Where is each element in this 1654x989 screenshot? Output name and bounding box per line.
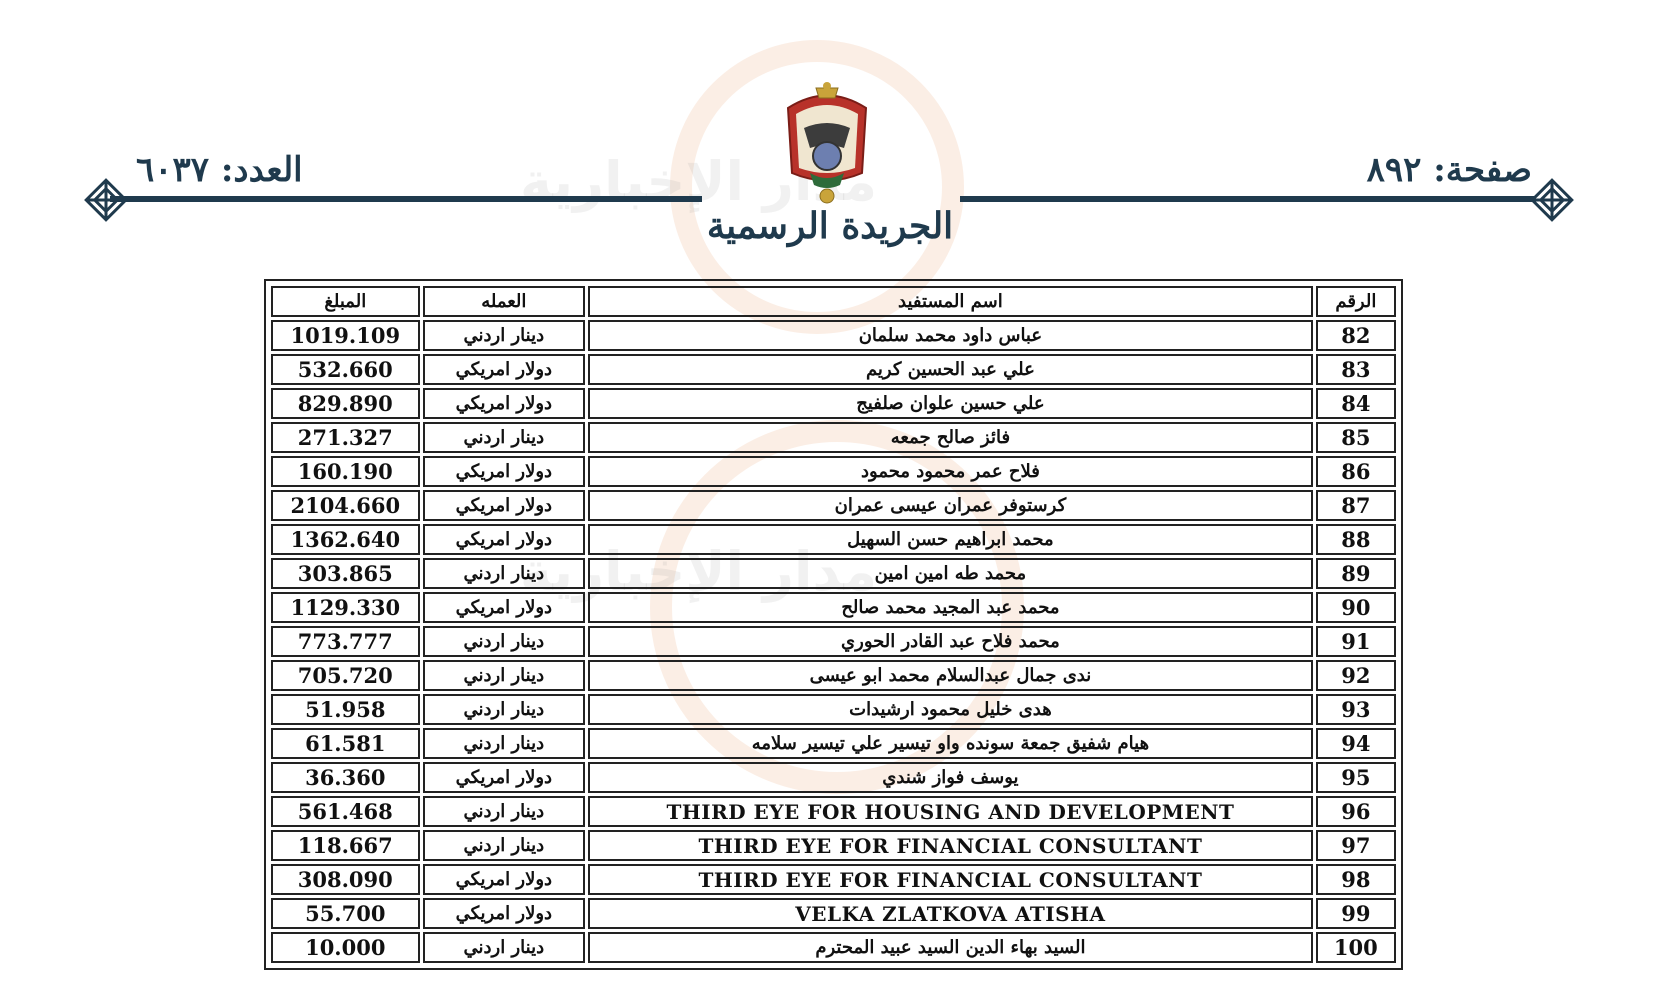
ornament-knot-right-icon <box>1530 178 1574 222</box>
ornament-knot-left-icon <box>84 178 128 222</box>
number-cell: 92 <box>1316 660 1396 691</box>
amount-cell: 271.327 <box>271 422 420 453</box>
beneficiary-cell: السيد بهاء الدين السيد عبيد المحترم <box>588 932 1313 963</box>
number-cell: 86 <box>1316 456 1396 487</box>
beneficiary-cell: هدى خليل محمود ارشيدات <box>588 694 1313 725</box>
currency-cell: دينار اردني <box>423 626 586 657</box>
beneficiary-cell: محمد طه امين امين <box>588 558 1313 589</box>
beneficiary-cell: كرستوفر عمران عيسى عمران <box>588 490 1313 521</box>
number-cell: 98 <box>1316 864 1396 895</box>
beneficiary-cell: عباس داود محمد سلمان <box>588 320 1313 351</box>
number-cell: 88 <box>1316 524 1396 555</box>
header-currency: العمله <box>423 286 586 317</box>
currency-cell: دينار اردني <box>423 660 586 691</box>
number-cell: 95 <box>1316 762 1396 793</box>
header-beneficiary: اسم المستفيد <box>588 286 1313 317</box>
amount-cell: 10.000 <box>271 932 420 963</box>
currency-cell: دولار امريكي <box>423 354 586 385</box>
page-number-label: صفحة: ٨٩٢ <box>1366 150 1532 190</box>
currency-cell: دولار امريكي <box>423 456 586 487</box>
beneficiary-cell: علي حسين علوان صلفيج <box>588 388 1313 419</box>
table-row <box>271 422 1396 453</box>
currency-cell: دينار اردني <box>423 422 586 453</box>
table-row <box>271 898 1396 929</box>
currency-cell: دولار امريكي <box>423 864 586 895</box>
beneficiary-cell: محمد عبد المجيد محمد صالح <box>588 592 1313 623</box>
beneficiary-cell: THIRD EYE FOR FINANCIAL CONSULTANT <box>588 830 1313 861</box>
beneficiaries-table <box>264 279 1403 970</box>
number-cell: 89 <box>1316 558 1396 589</box>
amount-cell: 55.700 <box>271 898 420 929</box>
number-cell: 100 <box>1316 932 1396 963</box>
currency-cell: دينار اردني <box>423 558 586 589</box>
number-cell: 99 <box>1316 898 1396 929</box>
table-row <box>271 932 1396 963</box>
currency-cell: دولار امريكي <box>423 592 586 623</box>
beneficiaries-grid <box>268 283 1399 966</box>
table-row <box>271 864 1396 895</box>
beneficiary-cell: THIRD EYE FOR HOUSING AND DEVELOPMENT <box>588 796 1313 827</box>
number-cell: 93 <box>1316 694 1396 725</box>
currency-cell: دينار اردني <box>423 320 586 351</box>
currency-cell: دولار امريكي <box>423 524 586 555</box>
amount-cell: 1362.640 <box>271 524 420 555</box>
table-row <box>271 660 1396 691</box>
watermark-text-mid: مدار الإخبارية <box>520 540 878 603</box>
currency-cell: دولار امريكي <box>423 898 586 929</box>
beneficiary-cell: يوسف فواز شندي <box>588 762 1313 793</box>
table-row <box>271 320 1396 351</box>
beneficiary-cell: هيام شفيق جمعة سونده واو تيسير علي تيسير سلامه <box>588 728 1313 759</box>
header-rule-left <box>110 196 702 202</box>
currency-cell: دينار اردني <box>423 796 586 827</box>
beneficiary-cell: فائز صالح جمعه <box>588 422 1313 453</box>
table-row <box>271 830 1396 861</box>
amount-cell: 308.090 <box>271 864 420 895</box>
gazette-title: الجريدة الرسمية <box>706 205 954 247</box>
currency-cell: دينار اردني <box>423 830 586 861</box>
number-cell: 97 <box>1316 830 1396 861</box>
table-row <box>271 762 1396 793</box>
number-cell: 96 <box>1316 796 1396 827</box>
number-cell: 84 <box>1316 388 1396 419</box>
header-number: الرقم <box>1316 286 1396 317</box>
table-row <box>271 796 1396 827</box>
currency-cell: دينار اردني <box>423 694 586 725</box>
number-cell: 91 <box>1316 626 1396 657</box>
issue-number-label: العدد: ٦٠٣٧ <box>136 150 303 190</box>
coat-of-arms-icon <box>778 78 876 210</box>
table-row <box>271 388 1396 419</box>
header-amount: المبلغ <box>271 286 420 317</box>
table-row <box>271 626 1396 657</box>
number-cell: 83 <box>1316 354 1396 385</box>
beneficiary-cell: محمد فلاح عبد القادر الحوري <box>588 626 1313 657</box>
number-cell: 94 <box>1316 728 1396 759</box>
table-row <box>271 354 1396 385</box>
table-row <box>271 524 1396 555</box>
amount-cell: 2104.660 <box>271 490 420 521</box>
amount-cell: 1129.330 <box>271 592 420 623</box>
table-row <box>271 694 1396 725</box>
number-cell: 90 <box>1316 592 1396 623</box>
currency-cell: دينار اردني <box>423 728 586 759</box>
table-row <box>271 592 1396 623</box>
currency-cell: دولار امريكي <box>423 388 586 419</box>
currency-cell: دولار امريكي <box>423 490 586 521</box>
amount-cell: 36.360 <box>271 762 420 793</box>
beneficiary-cell: ندى جمال عبدالسلام محمد ابو عيسى <box>588 660 1313 691</box>
number-cell: 85 <box>1316 422 1396 453</box>
number-cell: 82 <box>1316 320 1396 351</box>
beneficiary-cell: VELKA ZLATKOVA ATISHA <box>588 898 1313 929</box>
table-row <box>271 728 1396 759</box>
amount-cell: 61.581 <box>271 728 420 759</box>
table-header-row <box>271 286 1396 317</box>
amount-cell: 829.890 <box>271 388 420 419</box>
amount-cell: 561.468 <box>271 796 420 827</box>
beneficiary-cell: فلاح عمر محمود محمود <box>588 456 1313 487</box>
amount-cell: 773.777 <box>271 626 420 657</box>
beneficiary-cell: علي عبد الحسين كريم <box>588 354 1313 385</box>
table-row <box>271 490 1396 521</box>
amount-cell: 1019.109 <box>271 320 420 351</box>
beneficiary-cell: THIRD EYE FOR FINANCIAL CONSULTANT <box>588 864 1313 895</box>
amount-cell: 118.667 <box>271 830 420 861</box>
amount-cell: 160.190 <box>271 456 420 487</box>
table-row <box>271 558 1396 589</box>
number-cell: 87 <box>1316 490 1396 521</box>
beneficiary-cell: محمد ابراهيم حسن السهيل <box>588 524 1313 555</box>
amount-cell: 532.660 <box>271 354 420 385</box>
currency-cell: دولار امريكي <box>423 762 586 793</box>
table-body <box>271 320 1396 963</box>
table-row <box>271 456 1396 487</box>
amount-cell: 303.865 <box>271 558 420 589</box>
watermark-text-top: مدار الإخبارية <box>520 150 878 213</box>
amount-cell: 705.720 <box>271 660 420 691</box>
header-rule-right <box>960 196 1535 202</box>
currency-cell: دينار اردني <box>423 932 586 963</box>
amount-cell: 51.958 <box>271 694 420 725</box>
